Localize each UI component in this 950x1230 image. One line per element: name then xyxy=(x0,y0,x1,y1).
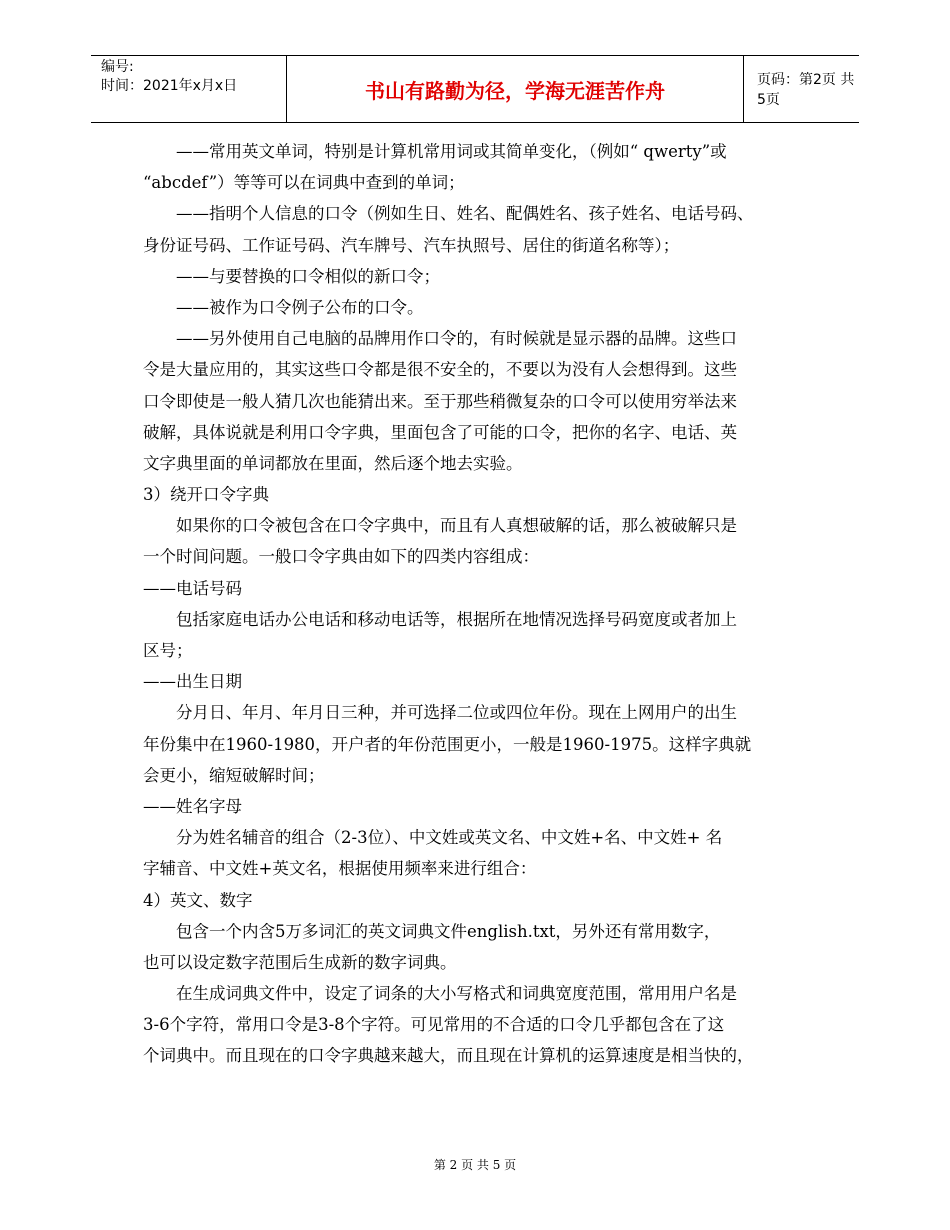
document-body xyxy=(143,136,818,1072)
page-footer: 第 2 页 共 5 页 xyxy=(433,1158,517,1172)
text-line: 身份证号码、工作证号码、汽车牌号、汽车执照号、居住的街道名称等）； xyxy=(143,235,680,255)
text-line: 口令即使是一般人猜几次也能猜出来。至于那些稍微复杂的口令可以使用穷举法来 xyxy=(143,391,737,411)
text-line: 包含一个内含5万多词汇的英文词典文件english.txt，另外还有常用数字， xyxy=(176,921,721,941)
text-line: 会更小，缩短破解时间； xyxy=(143,765,325,785)
header-time-label: 时间：2021年x月x日 xyxy=(101,78,238,94)
subheading: ——电话号码 xyxy=(143,578,242,598)
text-line: 一个时间问题。一般口令字典由如下的四类内容组成： xyxy=(143,547,539,567)
text-line: 3-6个字符，常用口令是3-8个字符。可见常用的不合适的口令几乎都包含在了这 xyxy=(143,1015,725,1035)
text-line: 包括家庭电话办公电话和移动电话等，根据所在地情况选择号码宽度或者加上 xyxy=(176,609,737,629)
header-page-info: 页码：第2页 共5页 xyxy=(757,72,855,108)
subheading: ——出生日期 xyxy=(143,672,242,692)
text-line: 年份集中在1960-1980，开户者的年份范围更小，一般是1960-1975。这样字典就 xyxy=(143,734,752,754)
section-heading: 4）英文、数字 xyxy=(143,890,253,910)
page-header xyxy=(91,55,859,123)
section-heading: 3）绕开口令字典 xyxy=(143,485,269,505)
text-line: 令是大量应用的，其实这些口令都是很不安全的，不要以为没有人会想得到。这些 xyxy=(143,360,737,380)
header-number-label: 编号: xyxy=(101,59,134,75)
text-line: 分为姓名辅音的组合（2-3位）、中文姓或英文名、中文姓+名、中文姓+ 名 xyxy=(176,828,723,848)
header-meta xyxy=(101,58,237,96)
text-line: ——常用英文单词，特别是计算机常用词或其简单变化，（例如“ qwerty”或 xyxy=(176,142,727,161)
text-line: 分月日、年月、年月日三种，并可选择二位或四位年份。现在上网用户的出生 xyxy=(176,703,737,723)
text-line: 个词典中。而且现在的口令字典越来越大，而且现在计算机的运算速度是相当快的， xyxy=(143,1046,754,1066)
subheading: ——姓名字母 xyxy=(143,796,242,816)
text-line: ——被作为口令例子公布的口令。 xyxy=(176,297,424,317)
text-line: 如果你的口令被包含在口令字典中，而且有人真想破解的话，那么被破解只是 xyxy=(176,516,737,536)
text-line: ——另外使用自己电脑的品牌用作口令的，有时候就是显示器的品牌。这些口 xyxy=(176,329,737,349)
header-motto: 书山有路勤为径，学海无涯苦作舟 xyxy=(286,56,744,122)
text-line: “abcdef”）等等可以在词典中查到的单词； xyxy=(143,173,465,193)
text-line: 也可以设定数字范围后生成新的数字词典。 xyxy=(143,952,457,972)
text-line: 在生成词典文件中，设定了词条的大小写格式和词典宽度范围，常用用户名是 xyxy=(176,984,737,1004)
text-line: ——与要替换的口令相似的新口令； xyxy=(176,266,440,286)
text-line: 文字典里面的单词都放在里面，然后逐个地去实验。 xyxy=(143,453,523,473)
text-line: 破解，具体说就是利用口令字典，里面包含了可能的口令，把你的名字、电话、英 xyxy=(143,422,737,442)
text-line: 区号； xyxy=(143,641,193,660)
text-line: 字辅音、中文姓+英文名，根据使用频率来进行组合： xyxy=(143,859,537,879)
text-line: ——指明个人信息的口令（例如生日、姓名、配偶姓名、孩子姓名、电话号码、 xyxy=(176,204,754,224)
